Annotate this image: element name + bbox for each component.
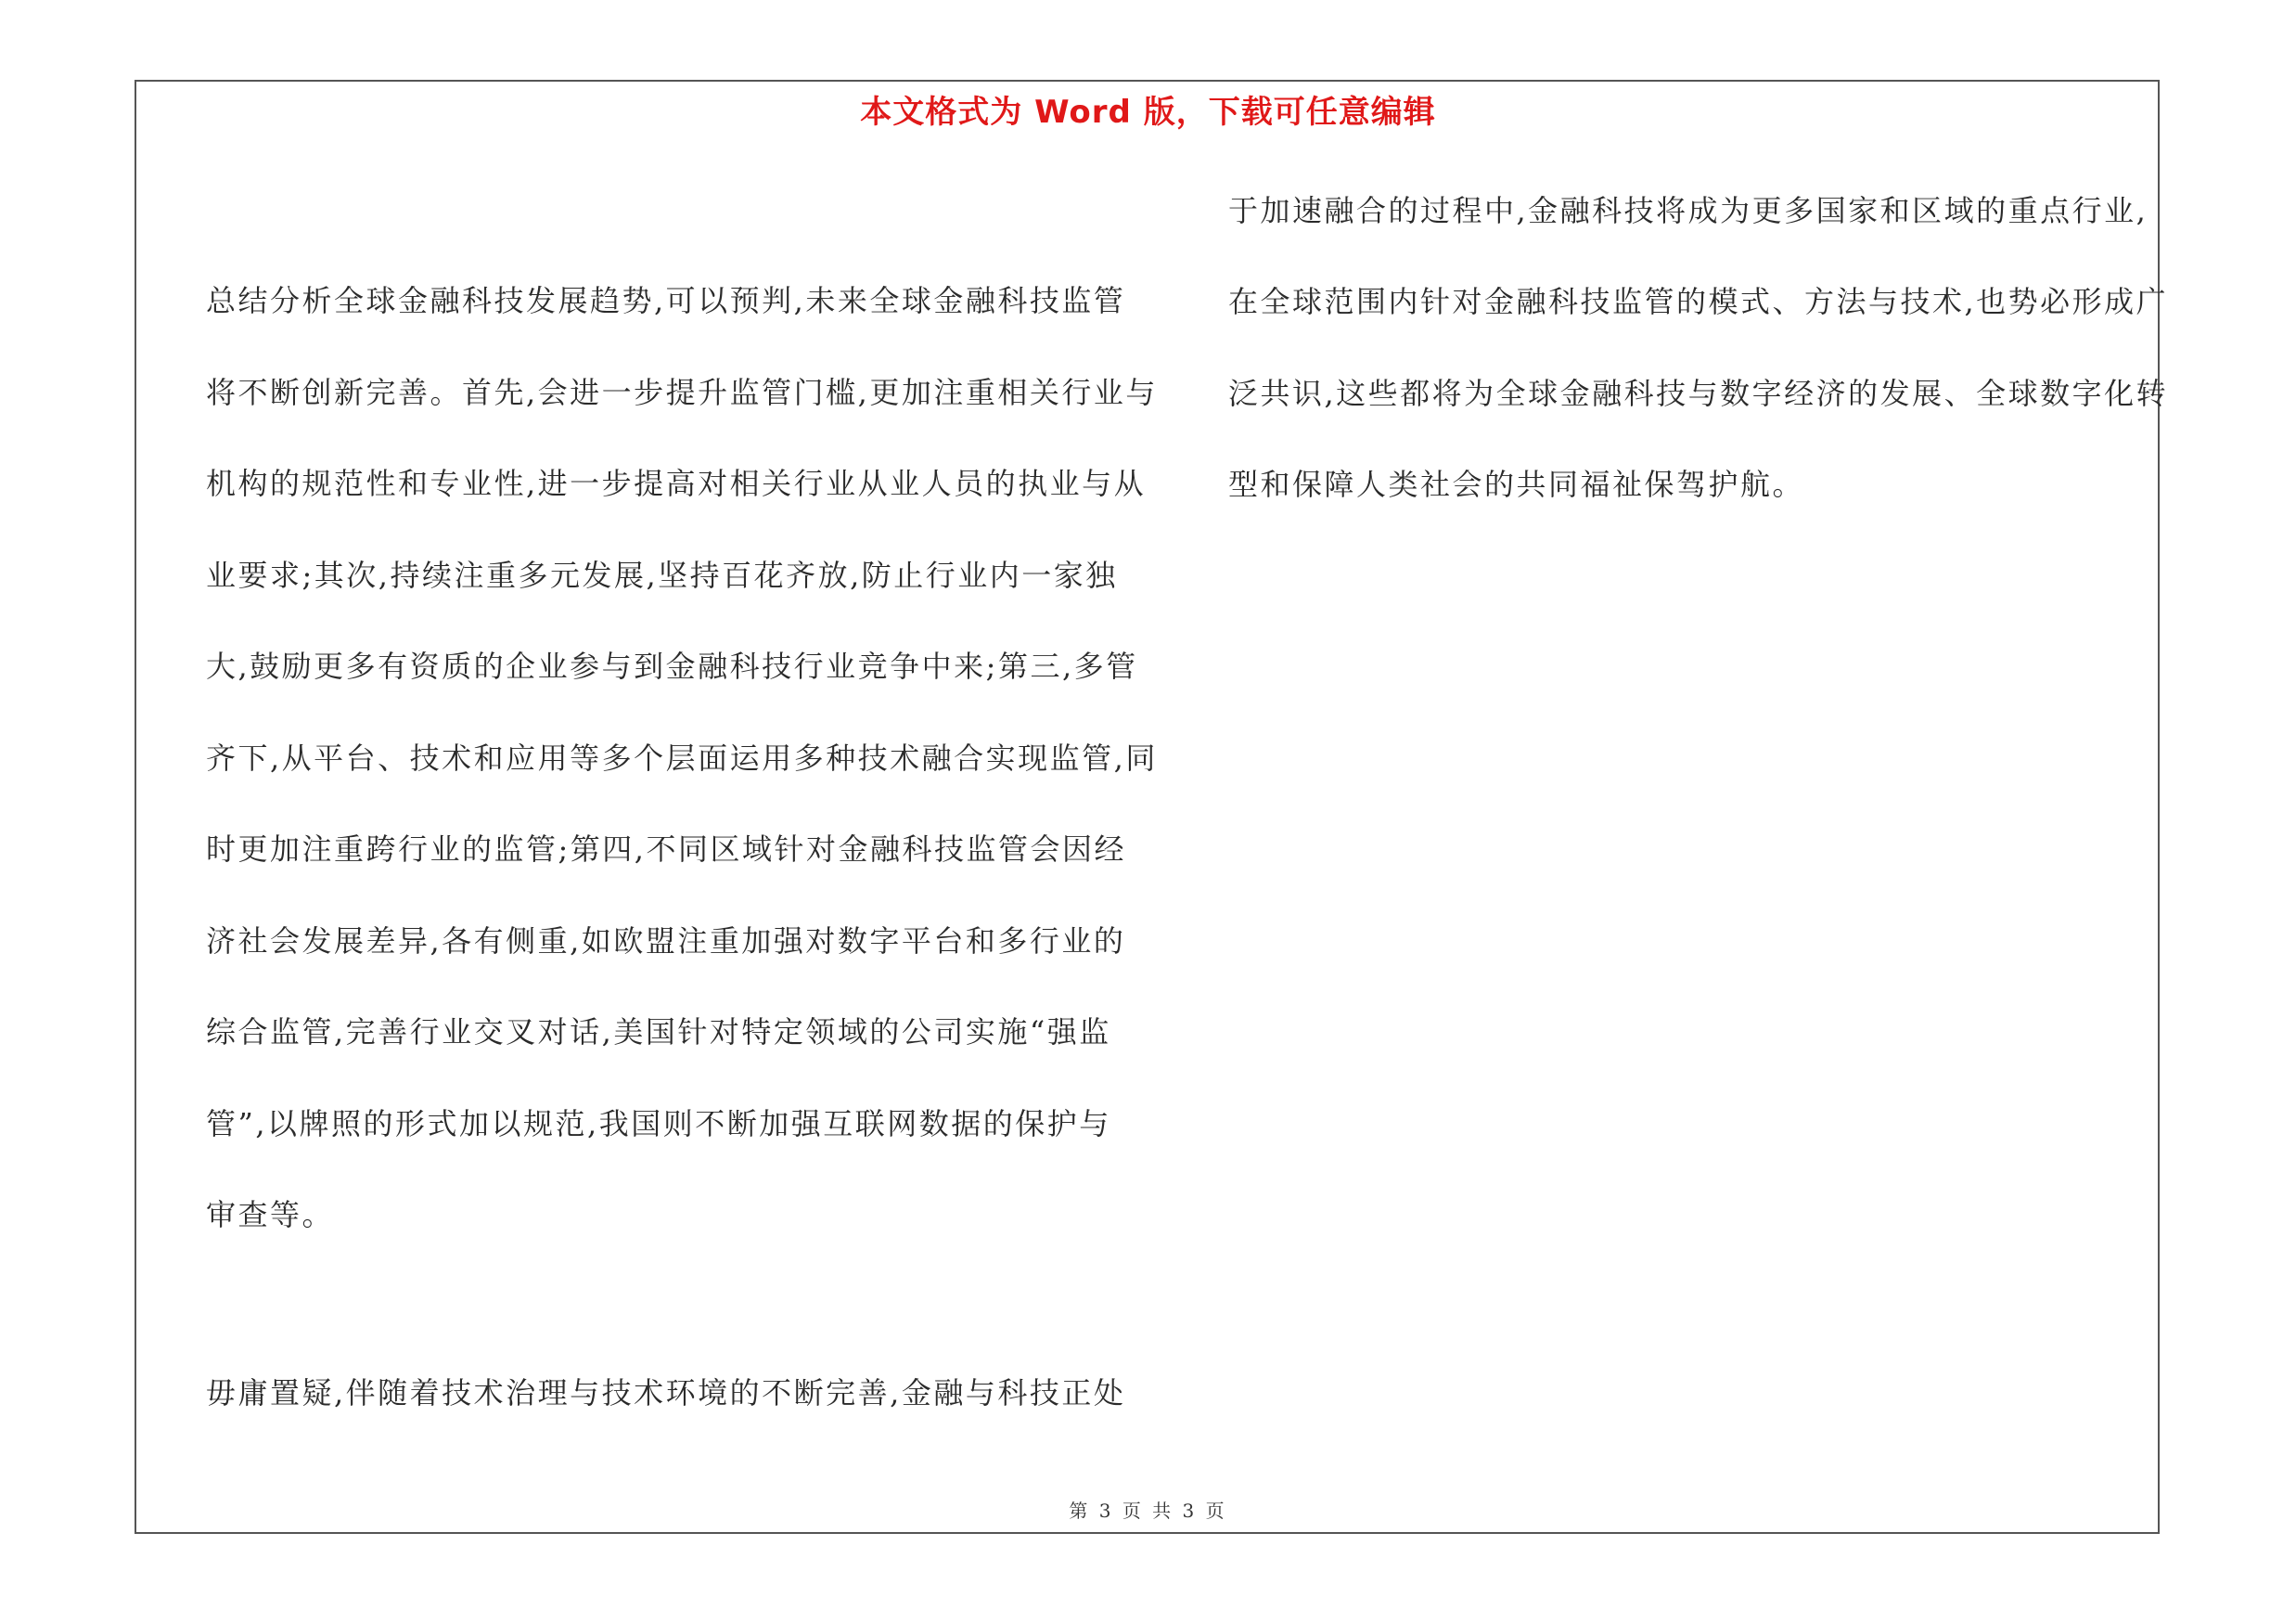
text-line: 审查等。 (206, 1197, 335, 1232)
text-line: 总结分析全球金融科技发展趋势,可以预判,未来全球金融科技监管 (206, 283, 1126, 318)
text-line: 于加速融合的过程中,金融科技将成为更多国家和区域的重点行业, (1228, 193, 2148, 228)
text-line: 管”,以牌照的形式加以规范,我国则不断加强互联网数据的保护与 (206, 1106, 1111, 1141)
text-line: 泛共识,这些都将为全球金融科技与数字经济的发展、全球数字化转 (1228, 376, 2169, 411)
text-line: 时更加注重跨行业的监管;第四,不同区域针对金融科技监管会因经 (206, 831, 1126, 867)
text-line: 在全球范围内针对金融科技监管的模式、方法与技术,也势必形成广 (1228, 284, 2169, 319)
text-line: 将不断创新完善。首先,会进一步提升监管门槛,更加注重相关行业与 (206, 375, 1158, 410)
page-number: 第 3 页 共 3 页 (1069, 1500, 1227, 1522)
text-line: 齐下,从平台、技术和应用等多个层面运用多种技术融合实现监管,同 (206, 741, 1158, 776)
format-banner: 本文格式为 Word 版，下载可任意编辑 (860, 94, 1436, 131)
text-line: 大,鼓励更多有资质的企业参与到金融科技行业竞争中来;第三,多管 (206, 649, 1138, 684)
text-line: 机构的规范性和专业性,进一步提高对相关行业从业人员的执业与从 (206, 466, 1147, 501)
text-line: 毋庸置疑,伴随着技术治理与技术环境的不断完善,金融与科技正处 (206, 1375, 1126, 1410)
text-line: 业要求;其次,持续注重多元发展,坚持百花齐放,防止行业内一家独 (206, 558, 1118, 593)
text-line: 型和保障人类社会的共同福祉保驾护航。 (1228, 467, 1805, 502)
text-line: 综合监管,完善行业交叉对话,美国针对特定领域的公司实施“强监 (206, 1014, 1111, 1050)
text-line: 济社会发展差异,各有侧重,如欧盟注重加强对数字平台和多行业的 (206, 923, 1126, 959)
